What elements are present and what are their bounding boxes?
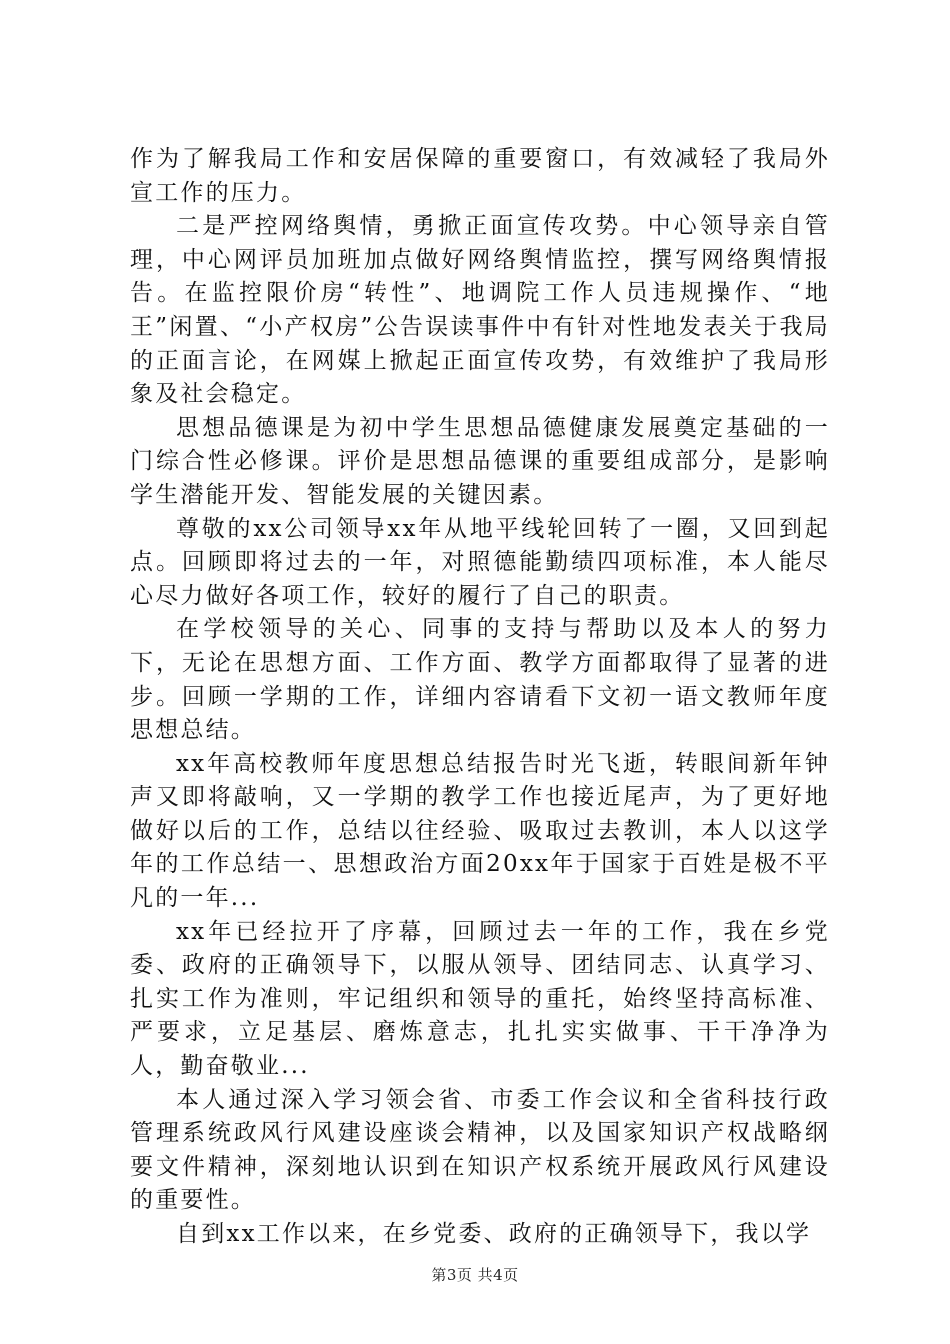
paragraph-4: 尊敬的xx公司领导xx年从地平线轮回转了一圈，又回到起点。回顾即将过去的一年，对照德能勤绩四项标准，本人能尽心尽力做好各项工作，较好的履行了自己的职责。: [130, 515, 830, 609]
paragraph-1: 作为了解我局工作和安居保障的重要窗口，有效减轻了我局外宣工作的压力。: [130, 146, 830, 206]
paragraph-5: 在学校领导的关心、同事的支持与帮助以及本人的努力下，无论在思想方面、工作方面、教学方面都取得了显著的进步。回顾一学期的工作，详细内容请看下文初一语文教师年度思想总结。: [130, 616, 830, 744]
paragraph-7: xx年已经拉开了序幕，回顾过去一年的工作，我在乡党委、政府的正确领导下，以服从领导、团结同志、认真学习、扎实工作为准则，牢记组织和领导的重托，始终坚持高标准、严要求，立足基层、磨炼意志，扎扎实实做事、干干净净为人，勤奋敬业...: [130, 918, 830, 1080]
paragraph-8: 本人通过深入学习领会省、市委工作会议和全省科技行政管理系统政风行风建设座谈会精神，以及国家知识产权战略纲要文件精神，深刻地认识到在知识产权系统开展政风行风建设的重要性。: [130, 1086, 830, 1214]
paragraph-9: 自到xx工作以来，在乡党委、政府的正确领导下，我以学: [176, 1221, 812, 1247]
paragraph-3: 思想品德课是为初中学生思想品德健康发展奠定基础的一门综合性必修课。评价是思想品德课的重要组成部分，是影响学生潜能开发、智能发展的关键因素。: [130, 414, 830, 508]
page-footer: 第3页 共4页: [431, 1266, 519, 1284]
document-body: [130, 143, 830, 1252]
paragraph-6: xx年高校教师年度思想总结报告时光飞逝，转眼间新年钟声又即将敲响，又一学期的教学工作也接近尾声，为了更好地做好以后的工作，总结以往经验、吸取过去教训，本人以这学年的工作总结一、思想政治方面20xx年于国家于百姓是极不平凡的一年...: [130, 750, 830, 912]
paragraph-2: 二是严控网络舆情，勇掀正面宣传攻势。中心领导亲自管理，中心网评员加班加点做好网络舆情监控，撰写网络舆情报告。在监控限价房“转性”、地调院工作人员违规操作、“地王”闲置、“小产权房”公告误读事件中有针对性地发表关于我局的正面言论，在网媒上掀起正面宣传攻势，有效维护了我局形象及社会稳定。: [130, 213, 830, 408]
